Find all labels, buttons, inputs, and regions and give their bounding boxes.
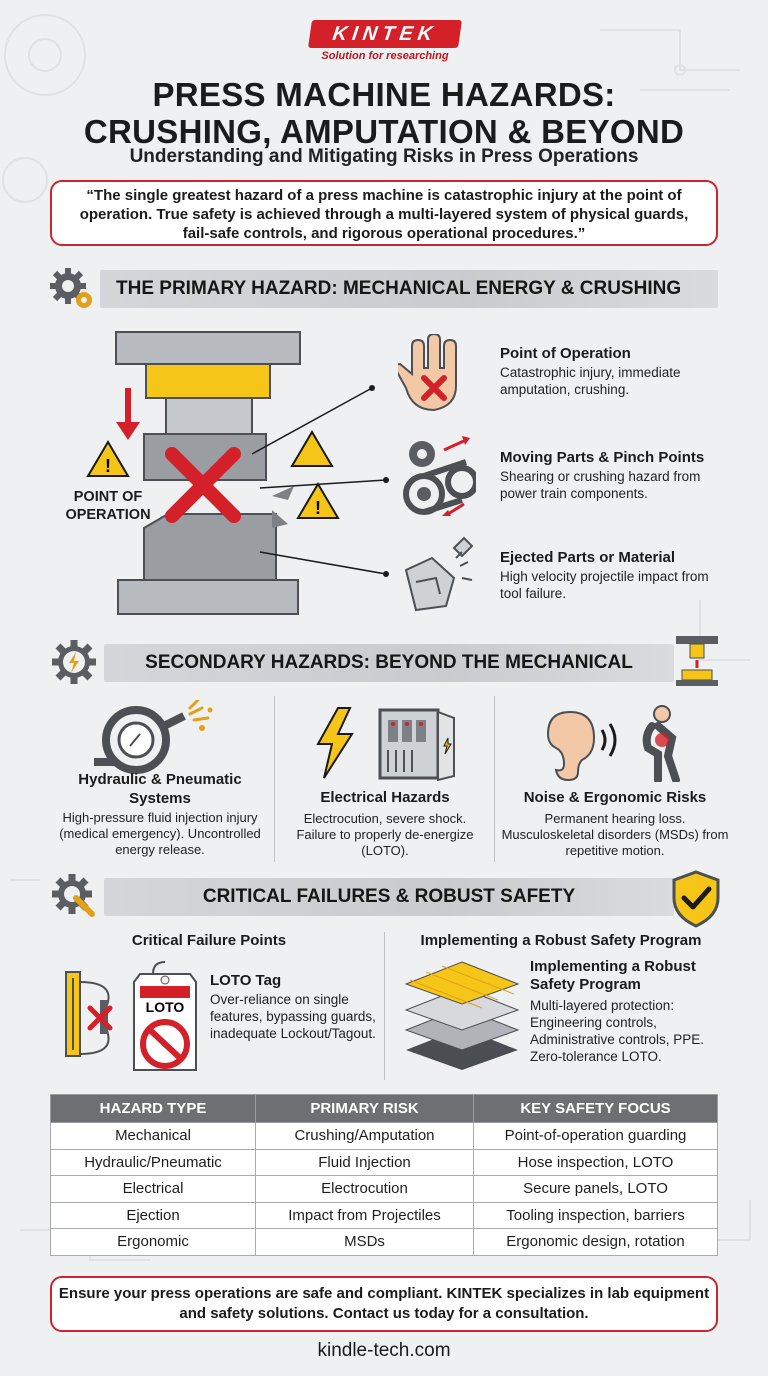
- column-divider: [274, 696, 275, 862]
- interlock-switch-icon: [62, 966, 126, 1062]
- press-bed: [118, 580, 298, 614]
- safety-program-desc: Multi-layered protection: Engineering controls, Administrative controls, PPE. Zero-tolerance LOTO.: [530, 998, 705, 1064]
- secondary-col-title: Hydraulic & Pneumatic Systems: [78, 771, 242, 807]
- warning-flying-debris-icon: [292, 432, 332, 466]
- table-row: [51, 1123, 718, 1150]
- table-cell: Hose inspection, LOTO: [474, 1149, 718, 1176]
- table-cell: Fluid Injection: [256, 1149, 474, 1176]
- press-top-plate: [116, 332, 300, 364]
- chain-sprocket-icon: [400, 432, 476, 516]
- title-line-2: CRUSHING, AMPUTATION & BEYOND: [83, 113, 685, 150]
- table-header-primary-risk: PRIMARY RISK: [256, 1095, 474, 1123]
- table-cell: Crushing/Amputation: [256, 1123, 474, 1150]
- section-critical-failures-title: CRITICAL FAILURES & ROBUST SAFETY: [202, 886, 576, 907]
- section-secondary-hazards-banner: [104, 644, 674, 682]
- secondary-col-desc: Electrocution, severe shock. Failure to properly de-energize (LOTO).: [296, 811, 474, 858]
- table-row: [51, 1202, 718, 1229]
- hazard-item-title: Ejected Parts or Material: [500, 549, 676, 566]
- table-row: [51, 1229, 718, 1256]
- table-cell: Mechanical: [51, 1123, 256, 1150]
- secondary-col-desc: Permanent hearing loss. Musculoskeletal disorders (MSDs) from repetitive motion.: [501, 811, 729, 858]
- section-critical-failures-banner: [104, 878, 674, 916]
- loto-tag-title: LOTO Tag: [210, 972, 282, 989]
- brand-tagline: Solution for researching: [321, 50, 449, 62]
- press-lower-die: [144, 514, 276, 590]
- press-machine-icon: [672, 634, 722, 688]
- safety-program-block: [530, 958, 730, 1065]
- secondary-col-title: Noise & Ergonomic Risks: [523, 789, 707, 806]
- secondary-col-desc: High-pressure fluid injection injury (medical emergency). Uncontrolled energy release.: [59, 810, 261, 857]
- hazard-item-desc: High velocity projectile impact from tool failure.: [500, 569, 709, 601]
- loto-tag-desc: Over-reliance on single features, bypassing guards, inadequate Lockout/Tagout.: [210, 992, 376, 1041]
- column-divider: [494, 696, 495, 862]
- loto-tag-block: [210, 972, 380, 1042]
- secondary-col-electrical: [290, 788, 480, 859]
- hydraulic-hose-icon: [90, 700, 220, 778]
- down-arrow-icon: [116, 422, 140, 440]
- secondary-col-noise: [500, 788, 730, 859]
- table-cell: Ejection: [51, 1202, 256, 1229]
- svg-text:!: !: [105, 456, 111, 476]
- injured-hand-icon: [398, 334, 470, 416]
- press-ram: [166, 398, 252, 436]
- hazard-item-desc: Shearing or crushing hazard from power train components.: [500, 469, 701, 501]
- table-cell: Hydraulic/Pneumatic: [51, 1149, 256, 1176]
- table-cell: Ergonomic design, rotation: [474, 1229, 718, 1256]
- hazard-item-moving-parts: [500, 449, 730, 502]
- electric-gear-icon: [50, 638, 98, 686]
- website-link[interactable]: kindle-tech.com: [317, 1340, 451, 1361]
- title-line-1: PRESS MACHINE HAZARDS:: [152, 76, 616, 113]
- noise-ergonomic-icon: [540, 704, 690, 782]
- intro-quote-box: “The single greatest hazard of a press machine is catastrophic injury at the point of operation. True safety is achieved through a multi-layered system of physical guards, fail-safe controls, and rigorous operational procedures.”: [50, 180, 718, 246]
- page-title: [0, 76, 768, 150]
- table-header-key-safety-focus: KEY SAFETY FOCUS: [474, 1095, 718, 1123]
- table-row: [51, 1149, 718, 1176]
- loto-tag-text: LOTO: [145, 999, 185, 1015]
- table-cell: Impact from Projectiles: [256, 1202, 474, 1229]
- section-secondary-hazards-title: SECONDARY HAZARDS: BEYOND THE MECHANICAL: [145, 652, 633, 673]
- table-cell: Secure panels, LOTO: [474, 1176, 718, 1203]
- gears-icon: [48, 264, 96, 312]
- table-cell: Electrocution: [256, 1176, 474, 1203]
- secondary-col-title: Electrical Hazards: [320, 789, 450, 806]
- table-cell: MSDs: [256, 1229, 474, 1256]
- layered-protection-icon: [402, 958, 522, 1070]
- table-row: [51, 1176, 718, 1203]
- hazard-item-title: Point of Operation: [500, 345, 631, 362]
- table-header-hazard-type: HAZARD TYPE: [51, 1095, 256, 1123]
- section-primary-hazard-banner: [100, 270, 718, 308]
- contact-cta-box: Ensure your press operations are safe and compliant. KINTEK specializes in lab equipment and safety solutions. Contact us today for a consultation.: [50, 1276, 718, 1332]
- shield-check-icon: [670, 870, 722, 928]
- safety-program-heading: Implementing a Robust Safety Program: [420, 932, 702, 949]
- kintek-logo: KINTEK: [308, 20, 462, 48]
- hazard-summary-table: [50, 1094, 718, 1256]
- column-divider: [384, 932, 385, 1080]
- wrench-gear-icon: [50, 872, 98, 920]
- critical-failure-points-heading: Critical Failure Points: [131, 932, 287, 949]
- hazard-item-point-of-operation: [500, 345, 720, 398]
- point-of-operation-label: POINT OF OPERATION: [65, 489, 151, 523]
- table-cell: Electrical: [51, 1176, 256, 1203]
- electrical-panel-icon: [310, 704, 460, 782]
- hazard-item-ejected-parts: [500, 549, 720, 602]
- secondary-col-hydraulic: [60, 770, 260, 808]
- hazard-item-desc: Catastrophic injury, immediate amputation, crushing.: [500, 365, 681, 397]
- table-cell: Ergonomic: [51, 1229, 256, 1256]
- loto-tag-icon: [130, 960, 200, 1074]
- table-cell: Point-of-operation guarding: [474, 1123, 718, 1150]
- press-machine-diagram: [60, 328, 390, 618]
- secondary-col-hydraulic-desc-wrap: [54, 810, 266, 858]
- press-yellow-block: [146, 364, 270, 398]
- svg-text:!: !: [315, 498, 321, 518]
- section-primary-hazard-title: THE PRIMARY HAZARD: MECHANICAL ENERGY & CRUSHING: [116, 278, 682, 299]
- table-cell: Tooling inspection, barriers: [474, 1202, 718, 1229]
- table-header-row: [51, 1095, 718, 1123]
- ejected-parts-icon: [400, 534, 480, 614]
- press-upper-die: [144, 434, 266, 480]
- page-subtitle: Understanding and Mitigating Risks in Press Operations: [129, 146, 639, 167]
- hazard-item-title: Moving Parts & Pinch Points: [500, 449, 705, 466]
- safety-program-title: Implementing a Robust Safety Program: [530, 958, 696, 993]
